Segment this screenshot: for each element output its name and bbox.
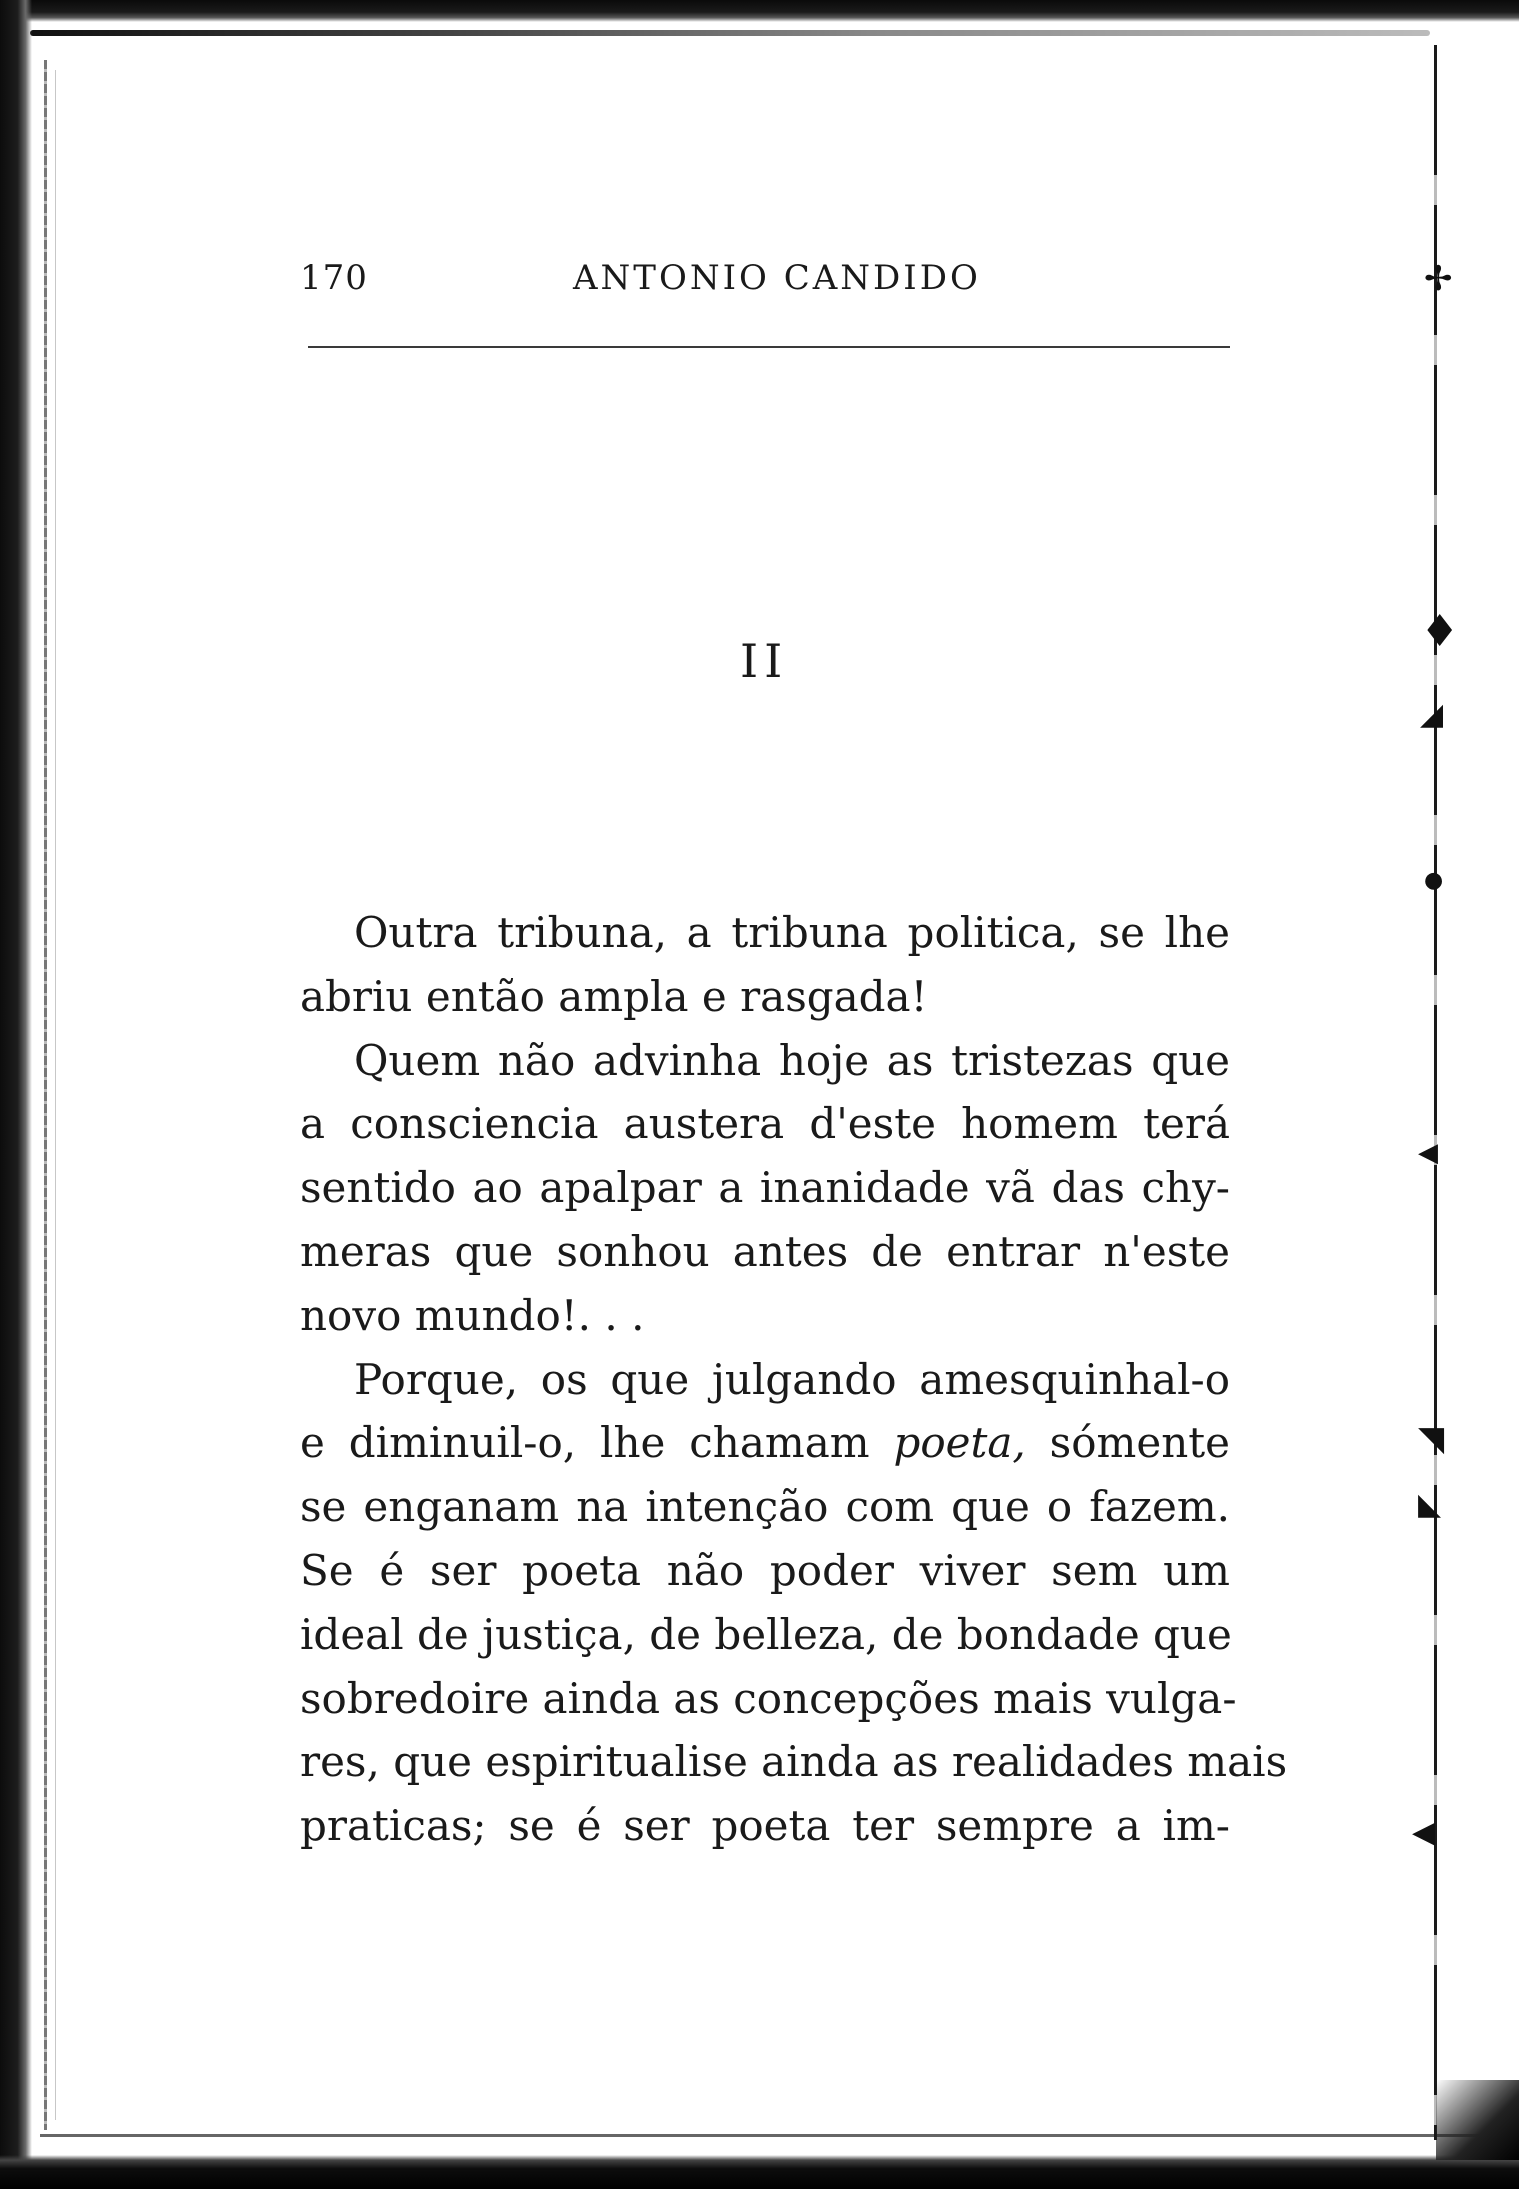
paragraph	[300, 1348, 1288, 1858]
text-line: novo mundo!. . .	[300, 1290, 645, 1340]
text-line: Quem não advinha hoje as tristezas que	[354, 1035, 1230, 1085]
text-line: ideal de justiça, de belleza, de bondade que	[300, 1609, 1232, 1659]
text-line: res, que espiritualise ainda as realidades mais	[300, 1737, 1288, 1787]
text-line: Porque, os que julgando amesquinhal-o	[354, 1354, 1230, 1404]
body-text	[300, 901, 1288, 1858]
scan-edge-line-left-inner	[55, 70, 56, 2120]
scan-border-top	[0, 0, 1519, 22]
paragraph	[300, 1029, 1230, 1348]
scan-speck-mark: ◀	[1412, 1815, 1436, 1850]
scan-edge-line-left	[44, 60, 47, 2130]
text-fragment: e diminuil-o, lhe chamam	[300, 1418, 894, 1468]
text-line: sobredoire ainda as concepções mais vulga-	[300, 1673, 1237, 1723]
emphasized-word: poeta,	[893, 1418, 1026, 1468]
scan-speck-mark: ●	[1424, 868, 1444, 893]
text-line: Outra tribuna, a tribuna politica, se lhe	[354, 908, 1230, 957]
text-line: praticas; se é ser poeta ter sempre a im-	[300, 1801, 1230, 1851]
scan-border-left	[0, 0, 32, 2189]
scan-edge-line-bottom	[40, 2134, 1480, 2137]
running-title: ANTONIO CANDIDO	[573, 258, 981, 298]
scan-speck-mark: ◢	[1420, 697, 1444, 732]
scan-speck-mark: ◀	[1418, 1138, 1438, 1168]
page-number: 170	[300, 258, 368, 298]
text-line: Se é ser poeta não poder viver sem um	[300, 1545, 1230, 1595]
scan-speck-mark: ◥	[1418, 1419, 1445, 1459]
text-fragment: sómente	[1025, 1418, 1230, 1468]
text-line: sentido ao apalpar a inanidade vã das chy-	[300, 1163, 1230, 1213]
text-line: a consciencia austera d'este homem terá	[300, 1099, 1230, 1149]
scan-speck-mark: ✢	[1424, 259, 1453, 299]
running-header	[300, 258, 1230, 308]
scan-corner-shadow	[1436, 2080, 1519, 2160]
scan-border-bottom	[0, 2155, 1519, 2189]
text-line: meras que sonhou antes de entrar n'este	[300, 1226, 1230, 1276]
header-rule	[308, 346, 1230, 348]
scan-speck-mark: ♦	[1420, 606, 1460, 657]
scan-speck-mark: ◣	[1418, 1487, 1442, 1522]
text-line: abriu então ampla e rasgada!	[300, 971, 928, 1021]
chapter-numeral: II	[740, 634, 789, 688]
scan-edge-line-top	[30, 30, 1430, 36]
text-line: se enganam na intenção com que o fazem.	[300, 1482, 1230, 1532]
text-line	[300, 1411, 1230, 1475]
paragraph	[300, 901, 1230, 1029]
